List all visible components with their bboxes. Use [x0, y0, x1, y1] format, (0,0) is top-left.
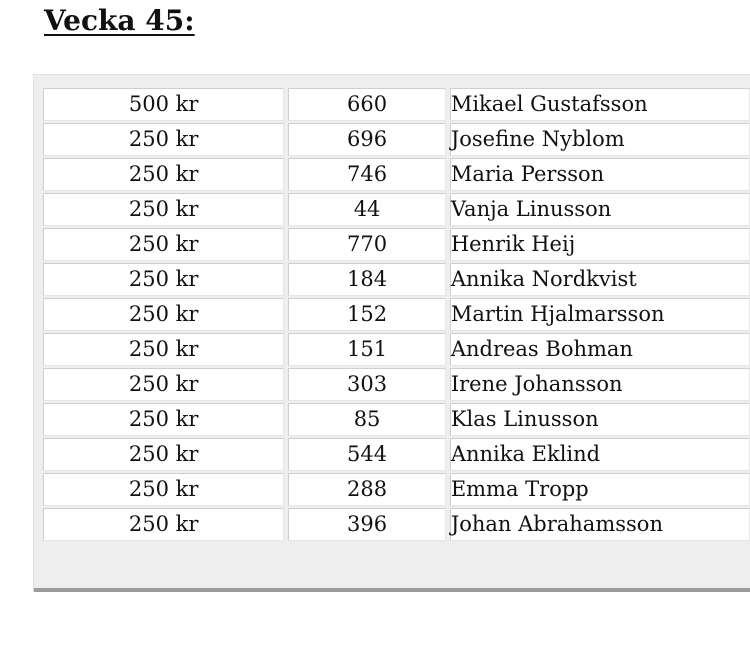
winner-name-cell: Andreas Bohman: [450, 333, 750, 366]
table-row: [43, 508, 750, 541]
ticket-number-cell: 184: [288, 263, 446, 296]
prize-amount-cell: 500 kr: [43, 88, 284, 121]
ticket-number-cell: 151: [288, 333, 446, 366]
winner-name-cell: Annika Eklind: [450, 438, 750, 471]
table-row: [43, 158, 750, 191]
prize-amount-cell: 250 kr: [43, 228, 284, 261]
winner-name-cell: Mikael Gustafsson: [450, 88, 750, 121]
table-row: [43, 403, 750, 436]
prize-amount-cell: 250 kr: [43, 438, 284, 471]
winner-name-cell: Vanja Linusson: [450, 193, 750, 226]
ticket-number-cell: 303: [288, 368, 446, 401]
table-row: [43, 228, 750, 261]
table-row: [43, 368, 750, 401]
table-row: [43, 438, 750, 471]
results-table-frame: [33, 74, 750, 592]
winner-name-cell: Josefine Nyblom: [450, 123, 750, 156]
prize-amount-cell: 250 kr: [43, 158, 284, 191]
prize-amount-cell: 250 kr: [43, 123, 284, 156]
winner-name-cell: Irene Johansson: [450, 368, 750, 401]
ticket-number-cell: 396: [288, 508, 446, 541]
ticket-number-cell: 288: [288, 473, 446, 506]
ticket-number-cell: 696: [288, 123, 446, 156]
results-table: [39, 86, 750, 543]
winner-name-cell: Klas Linusson: [450, 403, 750, 436]
ticket-number-cell: 85: [288, 403, 446, 436]
ticket-number-cell: 152: [288, 298, 446, 331]
prize-amount-cell: 250 kr: [43, 368, 284, 401]
winner-name-cell: Annika Nordkvist: [450, 263, 750, 296]
ticket-number-cell: 44: [288, 193, 446, 226]
winner-name-cell: Maria Persson: [450, 158, 750, 191]
ticket-number-cell: 660: [288, 88, 446, 121]
table-row: [43, 333, 750, 366]
prize-amount-cell: 250 kr: [43, 193, 284, 226]
prize-amount-cell: 250 kr: [43, 403, 284, 436]
table-row: [43, 263, 750, 296]
results-table-body: [43, 88, 750, 541]
winner-name-cell: Johan Abrahamsson: [450, 508, 750, 541]
prize-amount-cell: 250 kr: [43, 473, 284, 506]
table-row: [43, 473, 750, 506]
prize-amount-cell: 250 kr: [43, 333, 284, 366]
prize-amount-cell: 250 kr: [43, 263, 284, 296]
prize-amount-cell: 250 kr: [43, 508, 284, 541]
winner-name-cell: Martin Hjalmarsson: [450, 298, 750, 331]
ticket-number-cell: 544: [288, 438, 446, 471]
table-row: [43, 298, 750, 331]
winner-name-cell: Henrik Heij: [450, 228, 750, 261]
prize-amount-cell: 250 kr: [43, 298, 284, 331]
table-row: [43, 123, 750, 156]
ticket-number-cell: 746: [288, 158, 446, 191]
ticket-number-cell: 770: [288, 228, 446, 261]
page-title: Vecka 45:: [44, 4, 195, 37]
table-row: [43, 193, 750, 226]
table-row: [43, 88, 750, 121]
winner-name-cell: Emma Tropp: [450, 473, 750, 506]
